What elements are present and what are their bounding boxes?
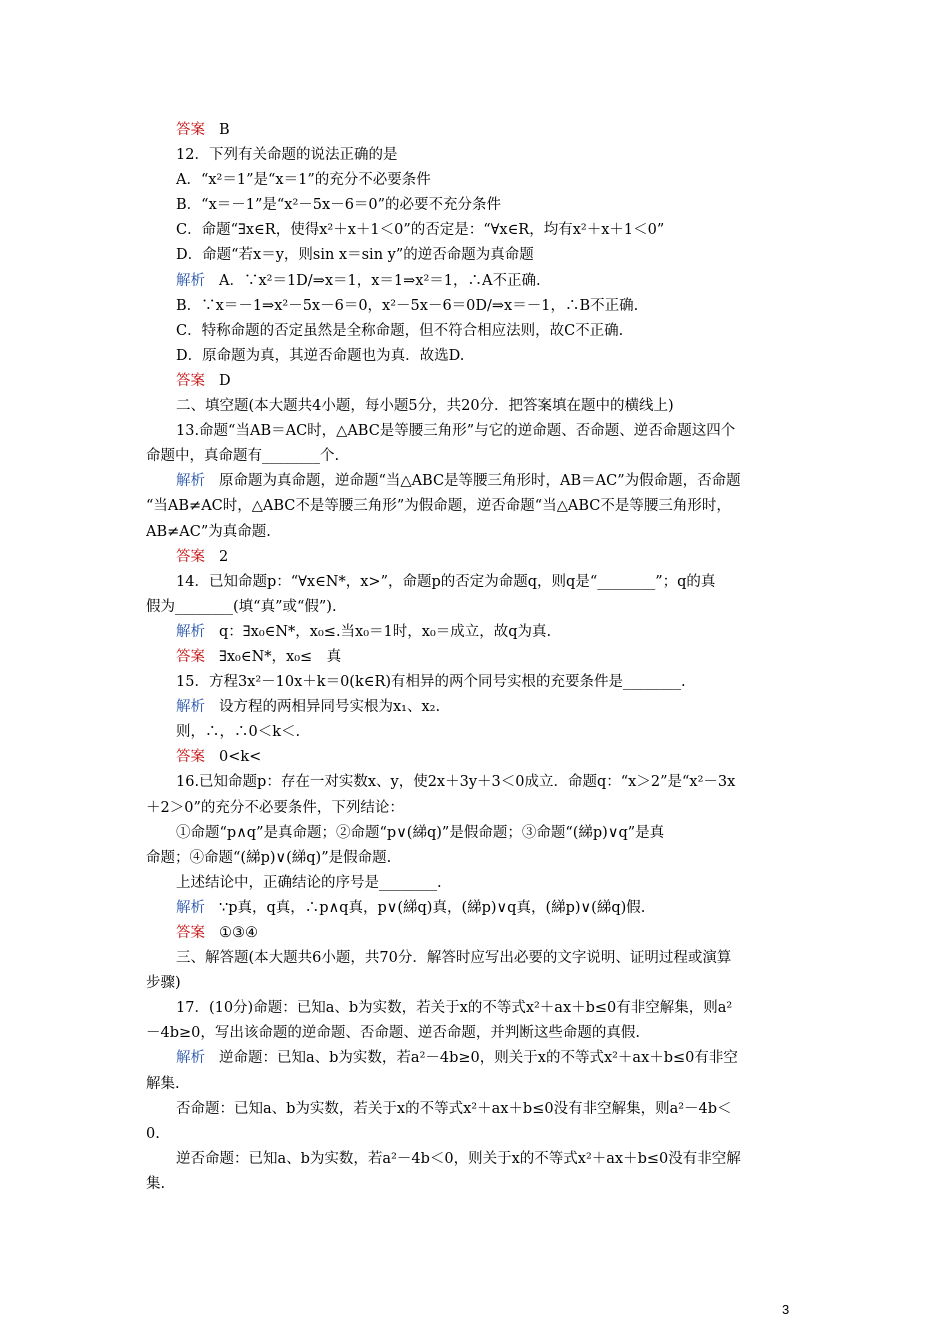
line-text: 12．下列有关命题的说法正确的是	[176, 147, 398, 164]
text-line	[146, 1122, 808, 1147]
answer-label: 答案	[176, 749, 205, 766]
line-text: 否命题：已知a、b为实数，若关于x的不等式x²＋ax＋b≤0没有非空解集，则a²－4b＜	[176, 1100, 732, 1117]
text-line	[146, 520, 808, 545]
line-text: B．“x＝－1”是“x²－5x－6＝0”的必要不充分条件	[176, 197, 502, 214]
text-line	[146, 419, 808, 444]
line-text: 0.	[146, 1125, 160, 1142]
line-text: ①命题“p∧q”是真命题；②命题“p∨(綈q)”是假命题；③命题“(綈p)∨q”是真	[176, 824, 665, 841]
text-line	[146, 394, 808, 419]
text-line	[146, 996, 808, 1021]
line-text: q：∃x₀∈N*，x₀≤.当x₀＝1时，x₀＝成立，故q为真.	[219, 623, 552, 640]
text-line	[146, 620, 808, 645]
answer-label: 答案	[176, 925, 205, 941]
text-line	[146, 796, 808, 821]
text-line	[146, 118, 808, 143]
text-line	[146, 143, 808, 168]
text-line	[146, 921, 808, 946]
line-text: AB≠AC”为真命题.	[146, 523, 271, 540]
line-text: 命题；④命题“(綈p)∨(綈q)”是假命题.	[146, 849, 392, 866]
analysis-label: 解析	[176, 699, 205, 716]
line-text: 二、填空题(本大题共4小题，每小题5分，共20分．把答案填在题中的横线上)	[176, 398, 674, 415]
text-line	[146, 670, 808, 695]
text-line	[146, 1046, 808, 1071]
line-text: 逆否命题：已知a、b为实数，若a²－4b＜0，则关于x的不等式x²＋ax＋b≤0没有非空解	[176, 1150, 741, 1167]
line-text: D．原命题为真，其逆否命题也为真．故选D.	[176, 347, 465, 364]
text-line	[146, 1147, 808, 1172]
text-line	[146, 545, 808, 570]
line-text: 解集.	[146, 1075, 180, 1092]
text-line	[146, 745, 808, 770]
line-text: ∃x₀∈N*，x₀≤ 真	[219, 648, 342, 665]
text-line	[146, 344, 808, 369]
line-text: B．∵x＝－1⇒x²－5x－6＝0，x²－5x－6＝0D/⇒x＝－1，∴B不正确.	[176, 297, 639, 314]
answer-label: 答案	[176, 372, 205, 389]
text-line	[146, 1021, 808, 1046]
line-text: C．特称命题的否定虽然是全称命题，但不符合相应法则，故C不正确.	[176, 322, 624, 339]
text-line	[146, 770, 808, 795]
text-line	[146, 570, 808, 595]
text-line	[146, 168, 808, 193]
line-text: －4b≥0，写出该命题的逆命题、否命题、逆否命题，并判断这些命题的真假.	[146, 1025, 640, 1042]
line-text: 三、解答题(本大题共6小题，共70分．解答时应写出必要的文字说明、证明过程或演算	[176, 950, 732, 967]
line-text: “当AB≠AC时，△ABC不是等腰三角形”为假命题，逆否命题“当△ABC不是等腰三角形时，	[146, 498, 731, 515]
text-line	[146, 1097, 808, 1122]
line-text: 0<k<	[219, 749, 262, 766]
document-body	[146, 118, 808, 1197]
analysis-label: 解析	[176, 473, 205, 490]
text-line	[146, 846, 808, 871]
text-line	[146, 971, 808, 996]
answer-label: 答案	[176, 648, 205, 665]
answer-label: 答案	[176, 548, 205, 565]
line-text: 设方程的两相异同号实根为x₁、x₂.	[219, 699, 441, 716]
line-text: 假为________(填“真”或“假”).	[146, 598, 337, 615]
text-line	[146, 218, 808, 243]
line-text: 命题中，真命题有________个.	[146, 448, 340, 465]
text-line	[146, 1172, 808, 1197]
text-line	[146, 821, 808, 846]
text-line	[146, 720, 808, 745]
answer-label: 答案	[176, 122, 205, 138]
line-text: D．命题“若x＝y，则sin x＝sin y”的逆否命题为真命题	[176, 247, 534, 264]
text-line	[146, 193, 808, 218]
text-line	[146, 1072, 808, 1097]
line-text: 则，∴，∴0＜k＜.	[176, 724, 301, 741]
line-text: D	[219, 372, 231, 389]
line-text: 逆命题：已知a、b为实数，若a²－4b≥0，则关于x的不等式x²＋ax＋b≤0有非空	[219, 1050, 738, 1067]
line-text: 上述结论中，正确结论的序号是________.	[176, 874, 442, 891]
text-line	[146, 444, 808, 469]
text-line	[146, 243, 808, 268]
text-line	[146, 645, 808, 670]
text-line	[146, 494, 808, 519]
line-text: B	[219, 122, 230, 138]
line-text: A．“x²＝1”是“x＝1”的充分不必要条件	[176, 172, 431, 189]
line-text: 原命题为真命题，逆命题“当△ABC是等腰三角形时，AB＝AC”为假命题，否命题	[219, 473, 741, 490]
line-text: ∵p真，q真，∴p∧q真，p∨(綈q)真，(綈p)∨q真，(綈p)∨(綈q)假.	[219, 899, 646, 916]
line-text: 16.已知命题p：存在一对实数x、y，使2x＋3y＋3＜0成立．命题q：“x＞2”是“x²－3x	[176, 774, 736, 791]
text-line	[146, 946, 808, 971]
line-text: 集.	[146, 1175, 166, 1192]
text-line	[146, 369, 808, 394]
line-text: A．∵x²＝1D/⇒x＝1，x＝1⇒x²＝1，∴A不正确.	[219, 272, 541, 289]
analysis-label: 解析	[176, 272, 205, 289]
analysis-label: 解析	[176, 623, 205, 640]
page-number: 3	[782, 1302, 790, 1317]
line-text: 17．(10分)命题：已知a、b为实数，若关于x的不等式x²＋ax＋b≤0有非空解集，则a²	[176, 1000, 733, 1017]
line-text: 2	[219, 548, 229, 565]
line-text: 15．方程3x²－10x＋k＝0(k∈R)有相异的两个同号实根的充要条件是________.	[176, 674, 686, 691]
line-text: 步骤)	[146, 975, 181, 992]
text-line	[146, 294, 808, 319]
text-line	[146, 896, 808, 921]
line-text: C．命题“∃x∈R，使得x²＋x＋1＜0”的否定是：“∀x∈R，均有x²＋x＋1＜0”	[176, 222, 665, 239]
analysis-label: 解析	[176, 899, 205, 916]
line-text: ①③④	[219, 925, 258, 941]
line-text: 14．已知命题p：“∀x∈N*，x>”，命题p的否定为命题q，则q是“________”；q的真	[176, 573, 716, 590]
text-line	[146, 469, 808, 494]
text-line	[146, 695, 808, 720]
text-line	[146, 871, 808, 896]
line-text: 13.命题“当AB＝AC时，△ABC是等腰三角形”与它的逆命题、否命题、逆否命题这四个	[176, 423, 736, 440]
text-line	[146, 319, 808, 344]
text-line	[146, 595, 808, 620]
line-text: ＋2＞0”的充分不必要条件，下列结论：	[146, 799, 404, 816]
text-line	[146, 269, 808, 294]
analysis-label: 解析	[176, 1050, 205, 1067]
